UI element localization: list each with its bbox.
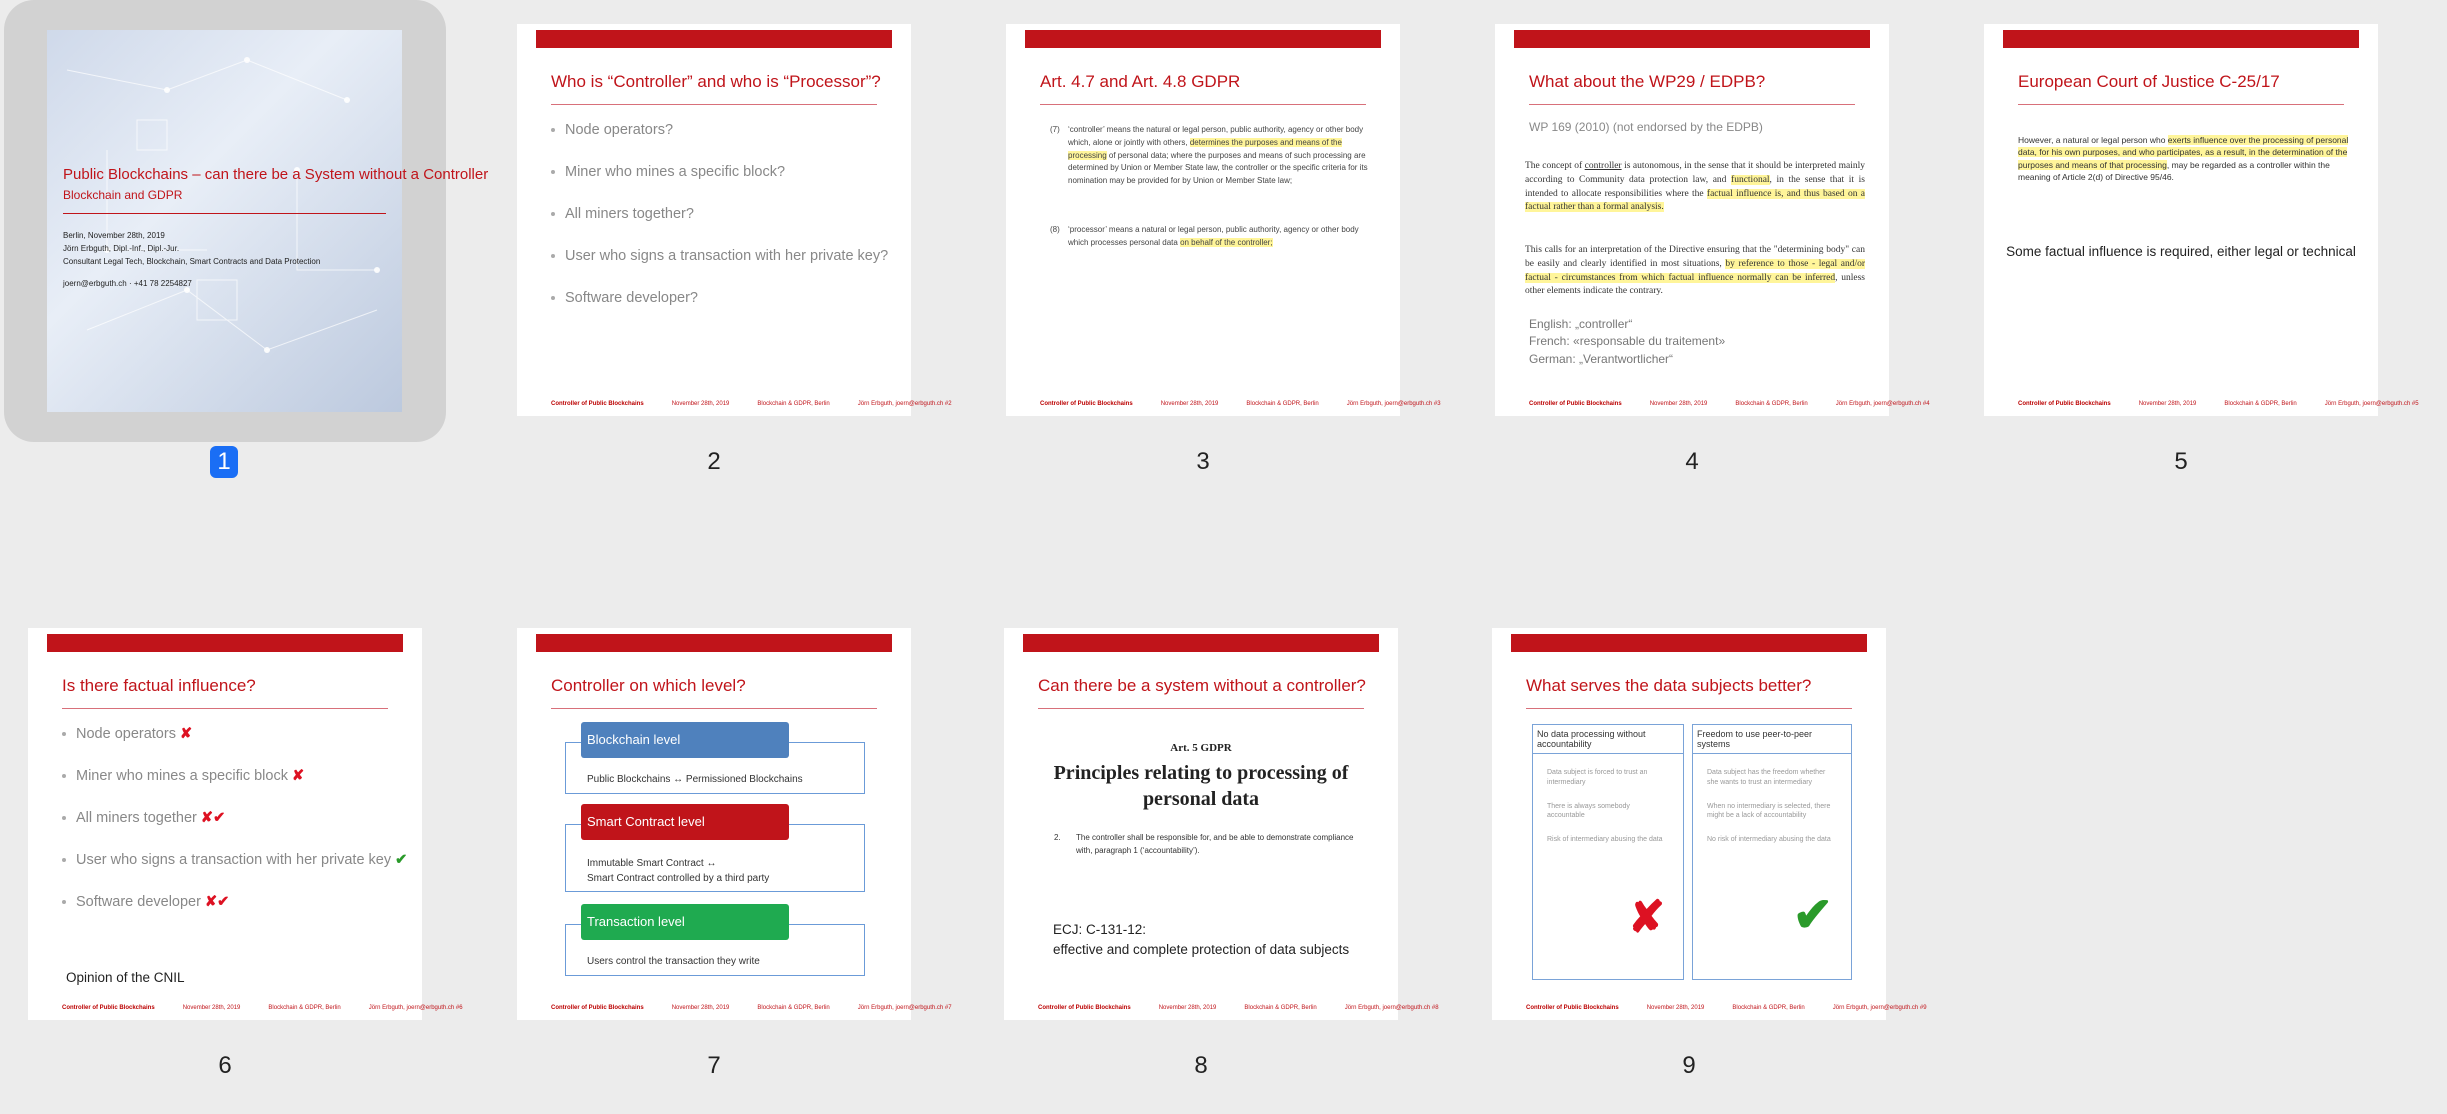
- right-column-item: Data subject has the freedom whether she wants to trust an intermediary: [1707, 769, 1826, 786]
- bullet-item: All miners together?: [551, 206, 694, 222]
- slide-number-2[interactable]: 2: [707, 448, 721, 475]
- art5-heading: Principles relating to processing of personal data: [1053, 762, 1349, 810]
- slide-thumbnail-7[interactable]: [517, 628, 952, 1020]
- title-rule: [551, 708, 877, 709]
- cross-icon: ✘: [291, 768, 305, 784]
- left-option-column: [1532, 724, 1684, 980]
- slide4-title: What about the WP29 / EDPB?: [1529, 72, 1766, 91]
- slide-header-bar: [2003, 30, 2359, 48]
- slide-number-4[interactable]: 4: [1685, 448, 1699, 475]
- language-terms: [1529, 316, 1725, 368]
- smart-contract-level-text: Immutable Smart Contract ↔ Smart Contract controlled by a third party: [587, 858, 770, 884]
- ecj-case-text: effective and complete protection of data subjects: [1053, 942, 1350, 958]
- slide-number-8[interactable]: 8: [1194, 1052, 1208, 1079]
- right-column-item: When no intermediary is selected, there might be a lack of accountability: [1707, 802, 1831, 820]
- slide-header-bar: [1511, 634, 1867, 652]
- slide-thumbnail-1[interactable]: [47, 30, 489, 412]
- ecj-quote: However, a natural or legal person who exerts influence over the processing of personal data, for his own purposes, and who participates, as a result, in the determination of the purposes and means of that processing, may be regarded as a controller within the meaning of Article 2(d) of Directive 95/46.: [2018, 135, 2349, 182]
- slide-footer: Controller of Public Blockchains November 28th, 2019 Blockchain & GDPR, Berlin Jörn Erbguth, joern@erbguth.ch #2: [551, 401, 952, 407]
- check-icon: ✔: [395, 852, 408, 868]
- slide-number-1[interactable]: 1: [210, 446, 238, 478]
- left-column-heading: No data processing without accountability: [1533, 725, 1683, 754]
- slide5-title: European Court of Justice C-25/17: [2018, 72, 2280, 91]
- slide-thumbnail-3[interactable]: [1006, 24, 1441, 416]
- term-german: German: „Verantwortlicher“: [1529, 351, 1674, 366]
- left-column-item: Risk of intermediary abusing the data: [1547, 836, 1663, 844]
- title-rule: [551, 104, 877, 105]
- bullet-item: Node operators ✘: [62, 726, 192, 742]
- slide-number-9[interactable]: 9: [1682, 1052, 1696, 1079]
- wp29-quote-2: This calls for an interpretation of the Directive ensuring that the "determining body" can be easily and clearly identified in most situations, by reference to those - legal and/or factual - circumstances from which factual influence normally can be inferred, unless other elements indicate the contrary.: [1525, 245, 1865, 297]
- cross-check-icon: ✘✔: [200, 810, 226, 826]
- slide1-meta-author: Jörn Erbguth, Dipl.-Inf., Dipl.-Jur.: [63, 243, 180, 253]
- title-rule: [2018, 104, 2344, 105]
- slide-header-bar: [536, 634, 892, 652]
- slide7-title: Controller on which level?: [551, 676, 746, 695]
- bullet-item: User who signs a transaction with her private key?: [551, 248, 888, 264]
- slide4-subtitle: WP 169 (2010) (not endorsed by the EDPB): [1529, 120, 1763, 134]
- slide-thumbnail-6[interactable]: [28, 628, 463, 1020]
- slide1-subtitle: Blockchain and GDPR: [63, 188, 183, 202]
- bullet-item: Software developer ✘✔: [62, 894, 229, 910]
- transaction-level-label: Transaction level: [581, 904, 789, 940]
- bullet-item: Software developer?: [551, 290, 698, 306]
- slide-thumbnail-9[interactable]: [1492, 628, 1927, 1020]
- right-column-heading: Freedom to use peer-to-peer systems: [1693, 725, 1851, 754]
- key-statement: Some factual influence is required, either legal or technical: [2006, 244, 2356, 259]
- left-column-item: There is always somebody accountable: [1547, 802, 1630, 820]
- art5-paragraph: 2. The controller shall be responsible for, and be able to demonstrate compliance with, paragraph 1 (‘accountability’).: [1054, 833, 1354, 855]
- slide-header-bar: [1023, 634, 1379, 652]
- slide9-title: What serves the data subjects better?: [1526, 676, 1812, 695]
- slide1-contact: joern@erbguth.ch · +41 78 2254827: [63, 279, 192, 289]
- slide-footer: Controller of Public Blockchains November 28th, 2019 Blockchain & GDPR, Berlin Jörn Erbguth, joern@erbguth.ch #8: [1038, 1005, 1439, 1011]
- title-rule: [1526, 708, 1852, 709]
- bullet-item: Miner who mines a specific block?: [551, 164, 785, 180]
- slide3-title: Art. 4.7 and Art. 4.8 GDPR: [1040, 72, 1241, 91]
- slide1-meta: [63, 230, 320, 291]
- slide-footer: Controller of Public Blockchains November 28th, 2019 Blockchain & GDPR, Berlin Jörn Erbguth, joern@erbguth.ch #4: [1529, 401, 1930, 407]
- slide2-title: Who is “Controller” and who is “Processor”?: [551, 72, 881, 91]
- right-option-column: [1692, 724, 1852, 980]
- slide-number-5[interactable]: 5: [2174, 448, 2188, 475]
- slide-thumbnail-8[interactable]: [1004, 628, 1439, 1020]
- slide-header-bar: [1025, 30, 1381, 48]
- title-rule: [1038, 708, 1364, 709]
- slide-footer: Controller of Public Blockchains November 28th, 2019 Blockchain & GDPR, Berlin Jörn Erbguth, joern@erbguth.ch #3: [1040, 401, 1441, 407]
- slide-number-6[interactable]: 6: [218, 1052, 232, 1079]
- slide6-title: Is there factual influence?: [62, 676, 256, 695]
- slide8-title: Can there be a system without a controller?: [1038, 676, 1366, 695]
- slide1-title: Public Blockchains – can there be a System without a Controller: [63, 166, 489, 183]
- cross-icon: ✘: [1628, 893, 1665, 942]
- slide-thumbnail-2[interactable]: [517, 24, 952, 416]
- title-rule: [62, 708, 388, 709]
- ecj-case: [1053, 920, 1349, 961]
- slide-footer: Controller of Public Blockchains November 28th, 2019 Blockchain & GDPR, Berlin Jörn Erbguth, joern@erbguth.ch #6: [62, 1005, 463, 1011]
- blockchain-level-text: Public Blockchains ↔ Permissioned Blockchains: [587, 774, 803, 785]
- slide-header-bar: [1514, 30, 1870, 48]
- slide-number-7[interactable]: 7: [707, 1052, 721, 1079]
- gdpr-art-4-7: (7) ‘controller’ means the natural or legal person, public authority, agency or other body which, alone or jointly with others, determines the purposes and means of the processing of personal data; where the purposes and means of such processing are determined by Union or Member State law, the controller or the specific criteria for its nomination may be provided for by Union or Member State law;: [1050, 125, 1368, 186]
- title-rule: [1040, 104, 1366, 105]
- slide1-meta-role: Consultant Legal Tech, Blockchain, Smart Contracts and Data Protection: [63, 256, 321, 266]
- right-column-item: No risk of intermediary abusing the data: [1707, 836, 1831, 844]
- network-background-image: [47, 30, 402, 412]
- left-column-item: Data subject is forced to trust an intermediary: [1547, 769, 1648, 786]
- bullet-item: Node operators?: [551, 122, 673, 138]
- transaction-level-text: Users control the transaction they write: [587, 956, 760, 967]
- slide-footer: Controller of Public Blockchains November 28th, 2019 Blockchain & GDPR, Berlin Jörn Erbguth, joern@erbguth.ch #7: [551, 1005, 952, 1011]
- cross-icon: ✘: [179, 726, 193, 742]
- term-english: English: „controller“: [1529, 317, 1633, 331]
- slide1-rule: [63, 213, 386, 214]
- slide-footer: Controller of Public Blockchains November 28th, 2019 Blockchain & GDPR, Berlin Jörn Erbguth, joern@erbguth.ch #9: [1526, 1005, 1927, 1011]
- bullet-item: User who signs a transaction with her private key ✔: [62, 852, 407, 868]
- cross-check-icon: ✘✔: [204, 894, 230, 910]
- term-french: French: «responsable du traitement»: [1529, 334, 1726, 349]
- slide-number-3[interactable]: 3: [1196, 448, 1210, 475]
- blockchain-level-label: Blockchain level: [581, 722, 789, 758]
- slide-header-bar: [47, 634, 403, 652]
- slide-thumbnail-4[interactable]: [1495, 24, 1930, 416]
- title-rule: [1529, 104, 1855, 105]
- ecj-case-number: ECJ: C-131-12:: [1053, 922, 1147, 937]
- bullet-item: All miners together ✘✔: [62, 810, 225, 826]
- slide-footer: Controller of Public Blockchains November 28th, 2019 Blockchain & GDPR, Berlin Jörn Erbguth, joern@erbguth.ch #5: [2018, 401, 2419, 407]
- cnil-note: Opinion of the CNIL: [66, 970, 185, 985]
- art5-label: Art. 5 GDPR: [1170, 742, 1232, 754]
- slide-header-bar: [536, 30, 892, 48]
- gdpr-art-4-8: (8) ‘processor’ means a natural or legal person, public authority, agency or other body which processes personal data on behalf of the controller;: [1050, 225, 1359, 247]
- bullet-item: Miner who mines a specific block ✘: [62, 768, 304, 784]
- smart-contract-level-label: Smart Contract level: [581, 804, 789, 840]
- wp29-quote-1: The concept of controller is autonomous, in the sense that it should be interpreted mainly according to Community data protection law, and functional, in the sense that it is intended to allocate responsibilities where the factual influence is, and thus based on a factual rather than a formal analysis.: [1525, 161, 1866, 213]
- check-icon: ✔: [1792, 889, 1833, 942]
- slide-thumbnail-5[interactable]: [1984, 24, 2419, 416]
- slide1-meta-date: Berlin, November 28th, 2019: [63, 231, 165, 240]
